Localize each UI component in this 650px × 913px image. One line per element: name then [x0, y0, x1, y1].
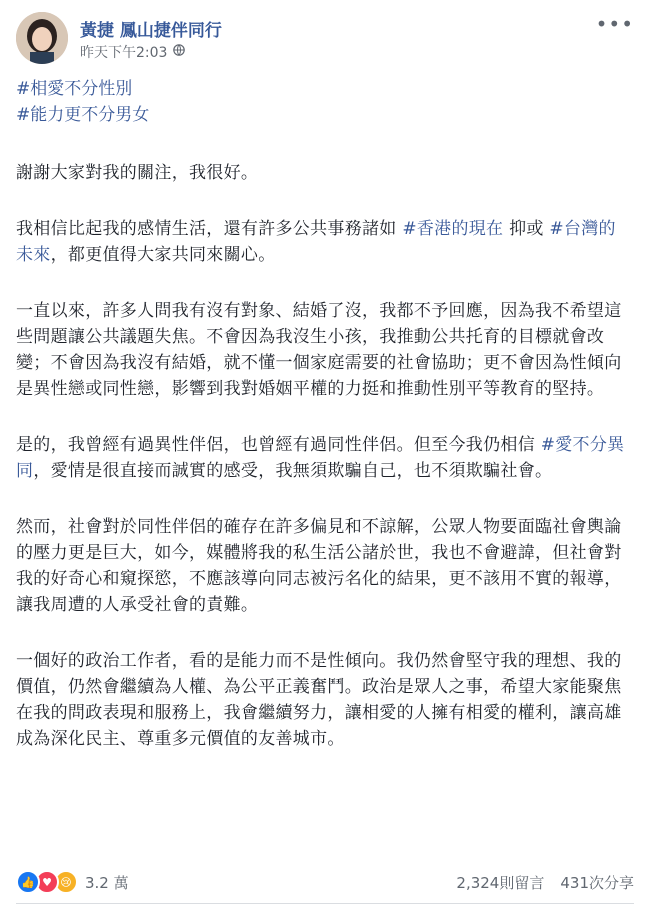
- post-paragraph: 是的，我曾經有過異性伴侶，也曾經有過同性伴侶。但至今我仍相信 #愛不分異同，愛情是很直接而誠實的感受，我無須欺騙自己，也不須欺騙社會。: [16, 435, 625, 481]
- share-count[interactable]: 431次分享: [560, 873, 634, 892]
- reaction-summary[interactable]: [16, 870, 129, 894]
- love-icon: ♥: [35, 870, 59, 894]
- hashtag-link[interactable]: #台灣的未來: [16, 219, 616, 265]
- post-paragraph: 一個好的政治工作者，看的是能力而不是性傾向。我仍然會堅守我的理想、我的價值，仍然會繼續為人權、為公平正義奮鬥。政治是眾人之事，希望大家能聚焦在我的問政表現和服務上，我會繼續努力，讓相愛的人擁有相愛的權利，讓高雄成為深化民主、尊重多元價值的友善城市。: [16, 651, 622, 749]
- author-name[interactable]: 黃捷 鳳山捷伴同行: [80, 21, 222, 41]
- more-options-icon[interactable]: •••: [595, 12, 634, 36]
- engagement-stats: [456, 872, 634, 893]
- post-header: [16, 12, 634, 68]
- divider: [16, 903, 634, 904]
- hashtag-link[interactable]: #能力更不分男女: [16, 105, 150, 125]
- avatar-photo: [16, 12, 68, 64]
- post-body: [16, 160, 628, 782]
- post-paragraph: 然而，社會對於同性伴侶的確存在許多偏見和不諒解，公眾人物要面臨社會輿論的壓力更是巨大，如今，媒體將我的私生活公諸於世，我也不會避諱，但社會對我的好奇心和窺探慾，不應該導向同志被污名化的結果，更不該用不實的報導，讓我周遭的人承受社會的責難。: [16, 517, 622, 615]
- sad-icon: 😢: [54, 870, 78, 894]
- avatar[interactable]: [16, 12, 68, 64]
- reaction-count[interactable]: 3.2 萬: [85, 873, 129, 892]
- hashtag-link[interactable]: #香港的現在: [402, 219, 504, 239]
- post-paragraph: 一直以來，許多人問我有沒有對象、結婚了沒，我都不予回應，因為我不希望這些問題讓公共議題失焦。不會因為我沒生小孩，我推動公共托育的目標就會改變；不會因為我沒有結婚，就不懂一個家庭需要的社會協助；更不會因為性傾向是異性戀或同性戀，影響到我對婚姻平權的力挺和推動性別平等教育的堅持。: [16, 301, 622, 399]
- post-meta: [80, 42, 185, 62]
- hashtag-link[interactable]: #愛不分異同: [16, 435, 625, 481]
- post-timestamp[interactable]: 昨天下午2:03: [80, 45, 168, 61]
- hashtag-list: [16, 76, 149, 128]
- globe-icon: [173, 44, 185, 60]
- comment-count[interactable]: 2,324則留言: [456, 873, 545, 892]
- reactions-bar: [16, 868, 634, 896]
- hashtag-link[interactable]: #相愛不分性別: [16, 79, 133, 99]
- post-paragraph: 謝謝大家對我的關注，我很好。: [16, 163, 259, 183]
- like-icon: 👍: [16, 870, 40, 894]
- post-paragraph: 我相信比起我的感情生活，還有許多公共事務諸如 #香港的現在 抑或 #台灣的未來，都更值得大家共同來關心。: [16, 219, 616, 265]
